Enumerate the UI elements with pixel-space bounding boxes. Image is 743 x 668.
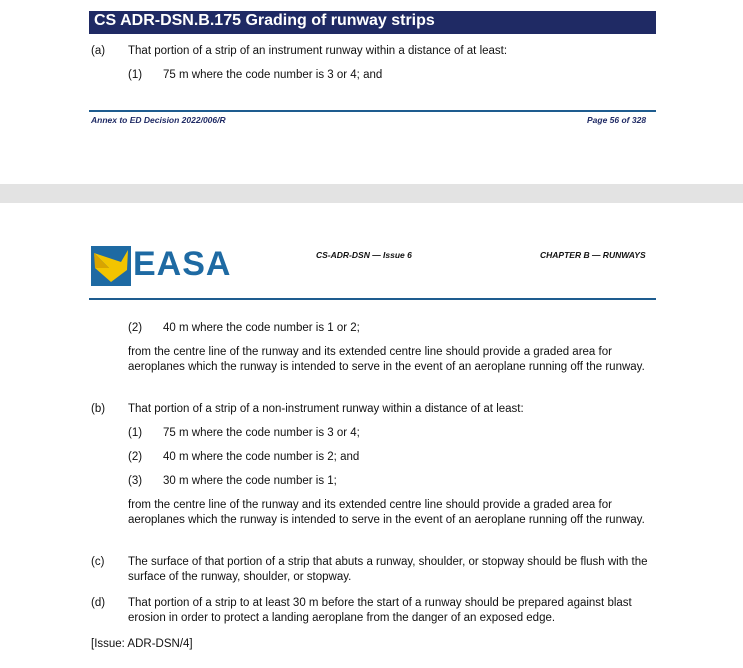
document-page-current bbox=[0, 203, 743, 668]
item-b2-text: 40 m where the code number is 2; and bbox=[163, 451, 360, 463]
item-a2-label: (2) bbox=[128, 322, 143, 334]
item-a1-text: 75 m where the code number is 3 or 4; and bbox=[163, 69, 383, 81]
item-b1-label: (1) bbox=[128, 427, 143, 439]
item-a-closing-text: from the centre line of the runway and its extended centre line should provide a graded area for aeroplanes which the runway is intended to serve in the event of an aeroplane running off the runway. bbox=[128, 346, 645, 373]
item-b3-label: (3) bbox=[128, 475, 143, 487]
item-d-text: That portion of a strip to at least 30 m before the start of a runway should be prepared against blast erosion in order to protect a landing aeroplane from the danger of an exposed edge. bbox=[128, 597, 632, 624]
item-b3-text: 30 m where the code number is 1; bbox=[163, 475, 337, 487]
footer-rule bbox=[89, 110, 656, 112]
item-a-label: (a) bbox=[91, 45, 106, 57]
item-a-text: That portion of a strip of an instrument runway within a distance of at least: bbox=[128, 45, 508, 57]
footer-left: Annex to ED Decision 2022/006/R bbox=[91, 115, 226, 125]
item-d-label: (d) bbox=[91, 597, 106, 609]
item-b-text: That portion of a strip of a non-instrument runway within a distance of at least: bbox=[128, 403, 524, 415]
item-b-closing-text: from the centre line of the runway and its extended centre line should provide a graded area for aeroplanes which the runway is intended to serve in the event of an aeroplane running off the runway. bbox=[128, 499, 645, 526]
item-a2-text: 40 m where the code number is 1 or 2; bbox=[163, 322, 360, 334]
easa-logo-icon bbox=[91, 246, 131, 286]
header-document-title: CS-ADR-DSN — Issue 6 bbox=[316, 250, 412, 260]
header-rule bbox=[89, 298, 656, 300]
item-c-label: (c) bbox=[91, 556, 105, 568]
easa-logo bbox=[91, 243, 231, 287]
easa-logo-text: EASA bbox=[133, 245, 232, 283]
document-page-previous bbox=[0, 0, 743, 184]
item-b-label: (b) bbox=[91, 403, 106, 415]
item-b1-text: 75 m where the code number is 3 or 4; bbox=[163, 427, 360, 439]
header-chapter: CHAPTER B — RUNWAYS bbox=[540, 250, 646, 260]
issue-note: [Issue: ADR-DSN/4] bbox=[91, 638, 193, 650]
footer-page-number: Page 56 of 328 bbox=[587, 115, 647, 125]
item-b2-label: (2) bbox=[128, 451, 143, 463]
item-c-text: The surface of that portion of a strip that abuts a runway, shoulder, or stopway should be flush with the surface of the runway, shoulder, or stopway. bbox=[128, 556, 648, 583]
item-a1-label: (1) bbox=[128, 69, 143, 81]
section-heading: CS ADR-DSN.B.175 Grading of runway strips bbox=[94, 12, 435, 29]
section-heading-bar bbox=[89, 11, 656, 34]
